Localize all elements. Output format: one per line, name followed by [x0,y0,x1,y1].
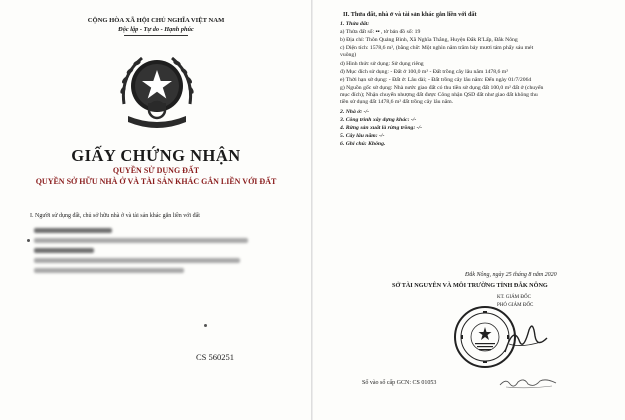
perennial-trees-line: 5. Cây lâu năm: -/- [340,133,385,139]
registration-number: Số vào sổ cấp GCN: CS 01053 [362,380,437,386]
motto-underline [124,35,188,36]
house-line: 2. Nhà ở: -/- [340,109,369,115]
other-construction-line: 3. Công trình xây dựng khác: -/- [340,117,417,123]
usage-origin-cont2: tiền sử dụng đất 1478,6 m² đất trồng cây lâu năm. [340,99,454,105]
bullet-mark [27,239,30,242]
parcel-heading: 1. Thửa đất: [340,21,370,27]
redacted-address-line [34,268,184,273]
redacted-owner-line [34,238,248,243]
certificate-title: GIẤY CHỨNG NHẬN [71,146,241,165]
signer-role: KT. GIÁM ĐỐC [497,295,531,300]
parcel-number: a) Thửa đất số: ▪▪ , tờ bản đồ số: 19 [340,29,421,35]
certificate-subtitle-house: QUYỀN SỞ HỮU NHÀ Ở VÀ TÀI SẢN KHÁC GẮN LIỀN VỚI ĐẤT [35,177,277,186]
usage-purpose: đ) Mục đích sử dụng: - Đất ở 100,0 m² - Đất trồng cây lâu năm 1478,6 m² [340,69,508,75]
usage-origin: g) Nguồn gốc sử dụng: Nhà nước giao đất có thu tiền sử dụng đất 100,0 m² đất ở (chuyển [340,85,544,91]
section-2-title: II. Thửa đất, nhà ở và tài sản khác gắn liền với đất [343,11,477,18]
planted-forest-line: 4. Rừng sản xuất là rừng trồng: -/- [340,125,423,131]
usage-origin-cont1: mục đích); Nhận chuyển nhượng đất được Công nhận QSD đất như giao đất không thu [340,92,538,98]
usage-form: d) Hình thức sử dụng: Sử dụng riêng [340,61,424,67]
place-and-date: Đắk Nông, ngày 25 tháng 8 năm 2020 [465,272,557,278]
redacted-co-owner-line [34,258,240,263]
national-emblem-icon [114,46,200,134]
director-signature [503,318,549,358]
usage-term: e) Thời hạn sử dụng: - Đất ở: Lâu dài; - Đất trồng cây lâu năm: Đến ngày 01/7/2064 [340,77,532,83]
signer-subrole: PHÓ GIÁM ĐỐC [497,303,534,308]
redacted-co-owner-name [34,248,94,253]
owner-section-heading: I. Người sử dụng đất, chủ sở hữu nhà ở và tài sản khác gắn liền với đất [30,213,200,219]
parcel-area: c) Diện tích: 1578,6 m², (bằng chữ: Một nghìn năm trăm bảy mươi tám phẩy sáu mét [340,45,534,51]
nation-header: CỘNG HÒA XÃ HỘI CHỦ NGHĨA VIỆT NAM [87,17,225,24]
official-signature [498,376,558,390]
parcel-address: b) Địa chỉ: Thôn Quảng Bình, Xã Nghĩa Thắng, Huyện Đắk R'Lấp, Đắk Nông [340,37,518,43]
certificate-serial-number: CS 560251 [196,352,235,362]
notes-line: 6. Ghi chú: Không. [340,141,386,147]
parcel-area-cont: vuông) [340,52,357,58]
redacted-owner-name [34,228,112,233]
issuing-department: SỞ TÀI NGUYÊN VÀ MÔI TRƯỜNG TỈNH ĐẮK NÔNG [392,282,548,289]
printed-dot [204,324,207,327]
certificate-subtitle-land: QUYỀN SỬ DỤNG ĐẤT [112,166,200,175]
motto: Độc lập - Tự do - Hạnh phúc [118,26,194,33]
